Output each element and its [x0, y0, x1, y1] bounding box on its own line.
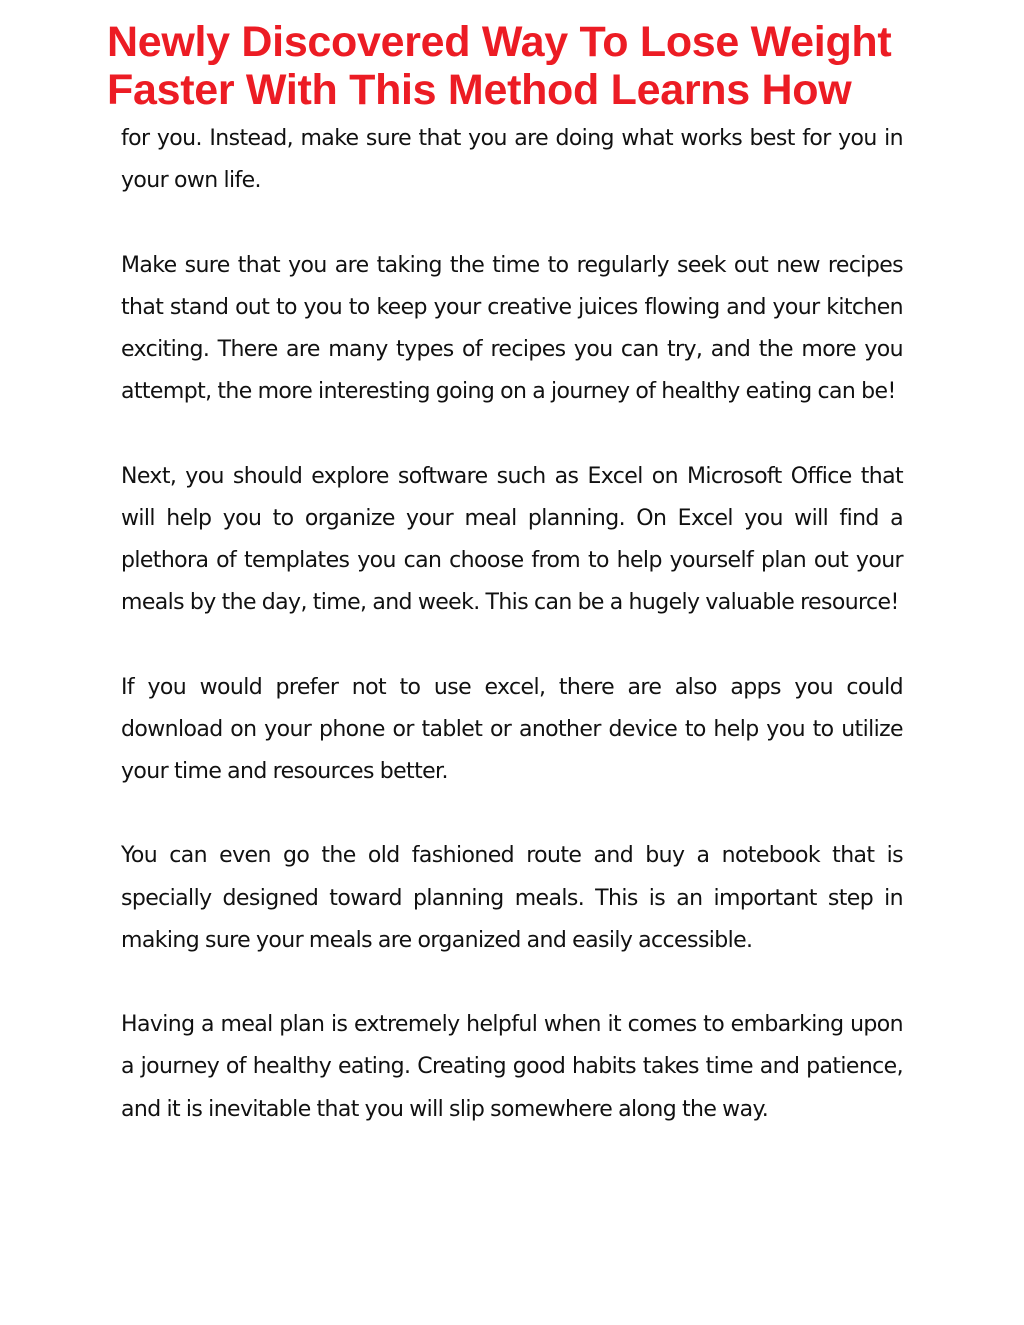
title-line-2: Faster With This Method Learns How — [107, 66, 852, 114]
paragraph-2: Make sure that you are taking the time to regularly seek out new recipes that stand out to you to keep your creative juices flowing and your kitchen exciting. There are many types of recipes you can try, and the more you attempt, the more interesting going on a journey of healthy eating can be! — [121, 252, 903, 405]
paragraph-1: for you. Instead, make sure that you are doing what works best for you in your own life. — [121, 126, 903, 194]
body-text — [121, 118, 903, 1173]
paragraph-5: You can even go the old fashioned route and buy a notebook that is specially designed toward planning meals. This is an important step in making sure your meals are organized and easily accessible. — [121, 843, 903, 953]
page-title — [107, 18, 987, 114]
title-line-1: Newly Discovered Way To Lose Weight — [107, 18, 892, 66]
paragraph-4: If you would prefer not to use excel, there are also apps you could download on your phone or tablet or another device to help you to utilize your time and resources better. — [121, 674, 903, 784]
paragraph-6: Having a meal plan is extremely helpful when it comes to embarking upon a journey of healthy eating. Creating good habits takes time and patience, and it is inevitable that you will slip somewhere along the way. — [121, 1012, 903, 1122]
paragraph-3: Next, you should explore software such as Excel on Microsoft Office that will help you to organize your meal planning. On Excel you will find a plethora of templates you can choose from to help yourself plan out your meals by the day, time, and week. This can be a hugely valuable resource! — [121, 463, 903, 616]
